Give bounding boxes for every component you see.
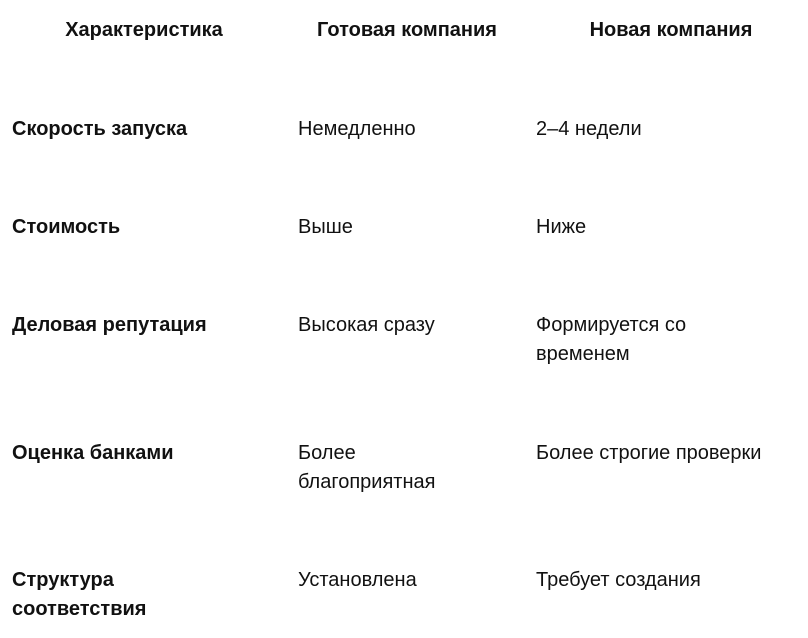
row-ready-value: Немедленно [298,118,416,140]
row-feature: Деловая репутация [12,314,207,336]
row-ready-value: Более благоприятная [298,442,436,493]
row-ready-value: Высокая сразу [298,314,435,336]
row-ready-value: Выше [298,216,353,238]
row-ready-value: Установлена [298,569,417,591]
row-new-value: Формируется со временем [536,314,687,365]
header-feature: Характеристика [65,19,223,41]
header-new-company: Новая компания [589,19,753,41]
row-new-value: Более строгие проверки [536,442,762,464]
row-feature: Оценка банками [12,442,174,464]
row-feature: Структура соответствия [12,569,147,620]
row-new-value: 2–4 недели [536,118,642,140]
row-new-value: Требует создания [536,569,701,591]
row-feature: Стоимость [12,216,121,238]
header-ready-company: Готовая компания [317,19,497,41]
row-feature: Скорость запуска [12,118,188,140]
row-new-value: Ниже [536,216,587,238]
